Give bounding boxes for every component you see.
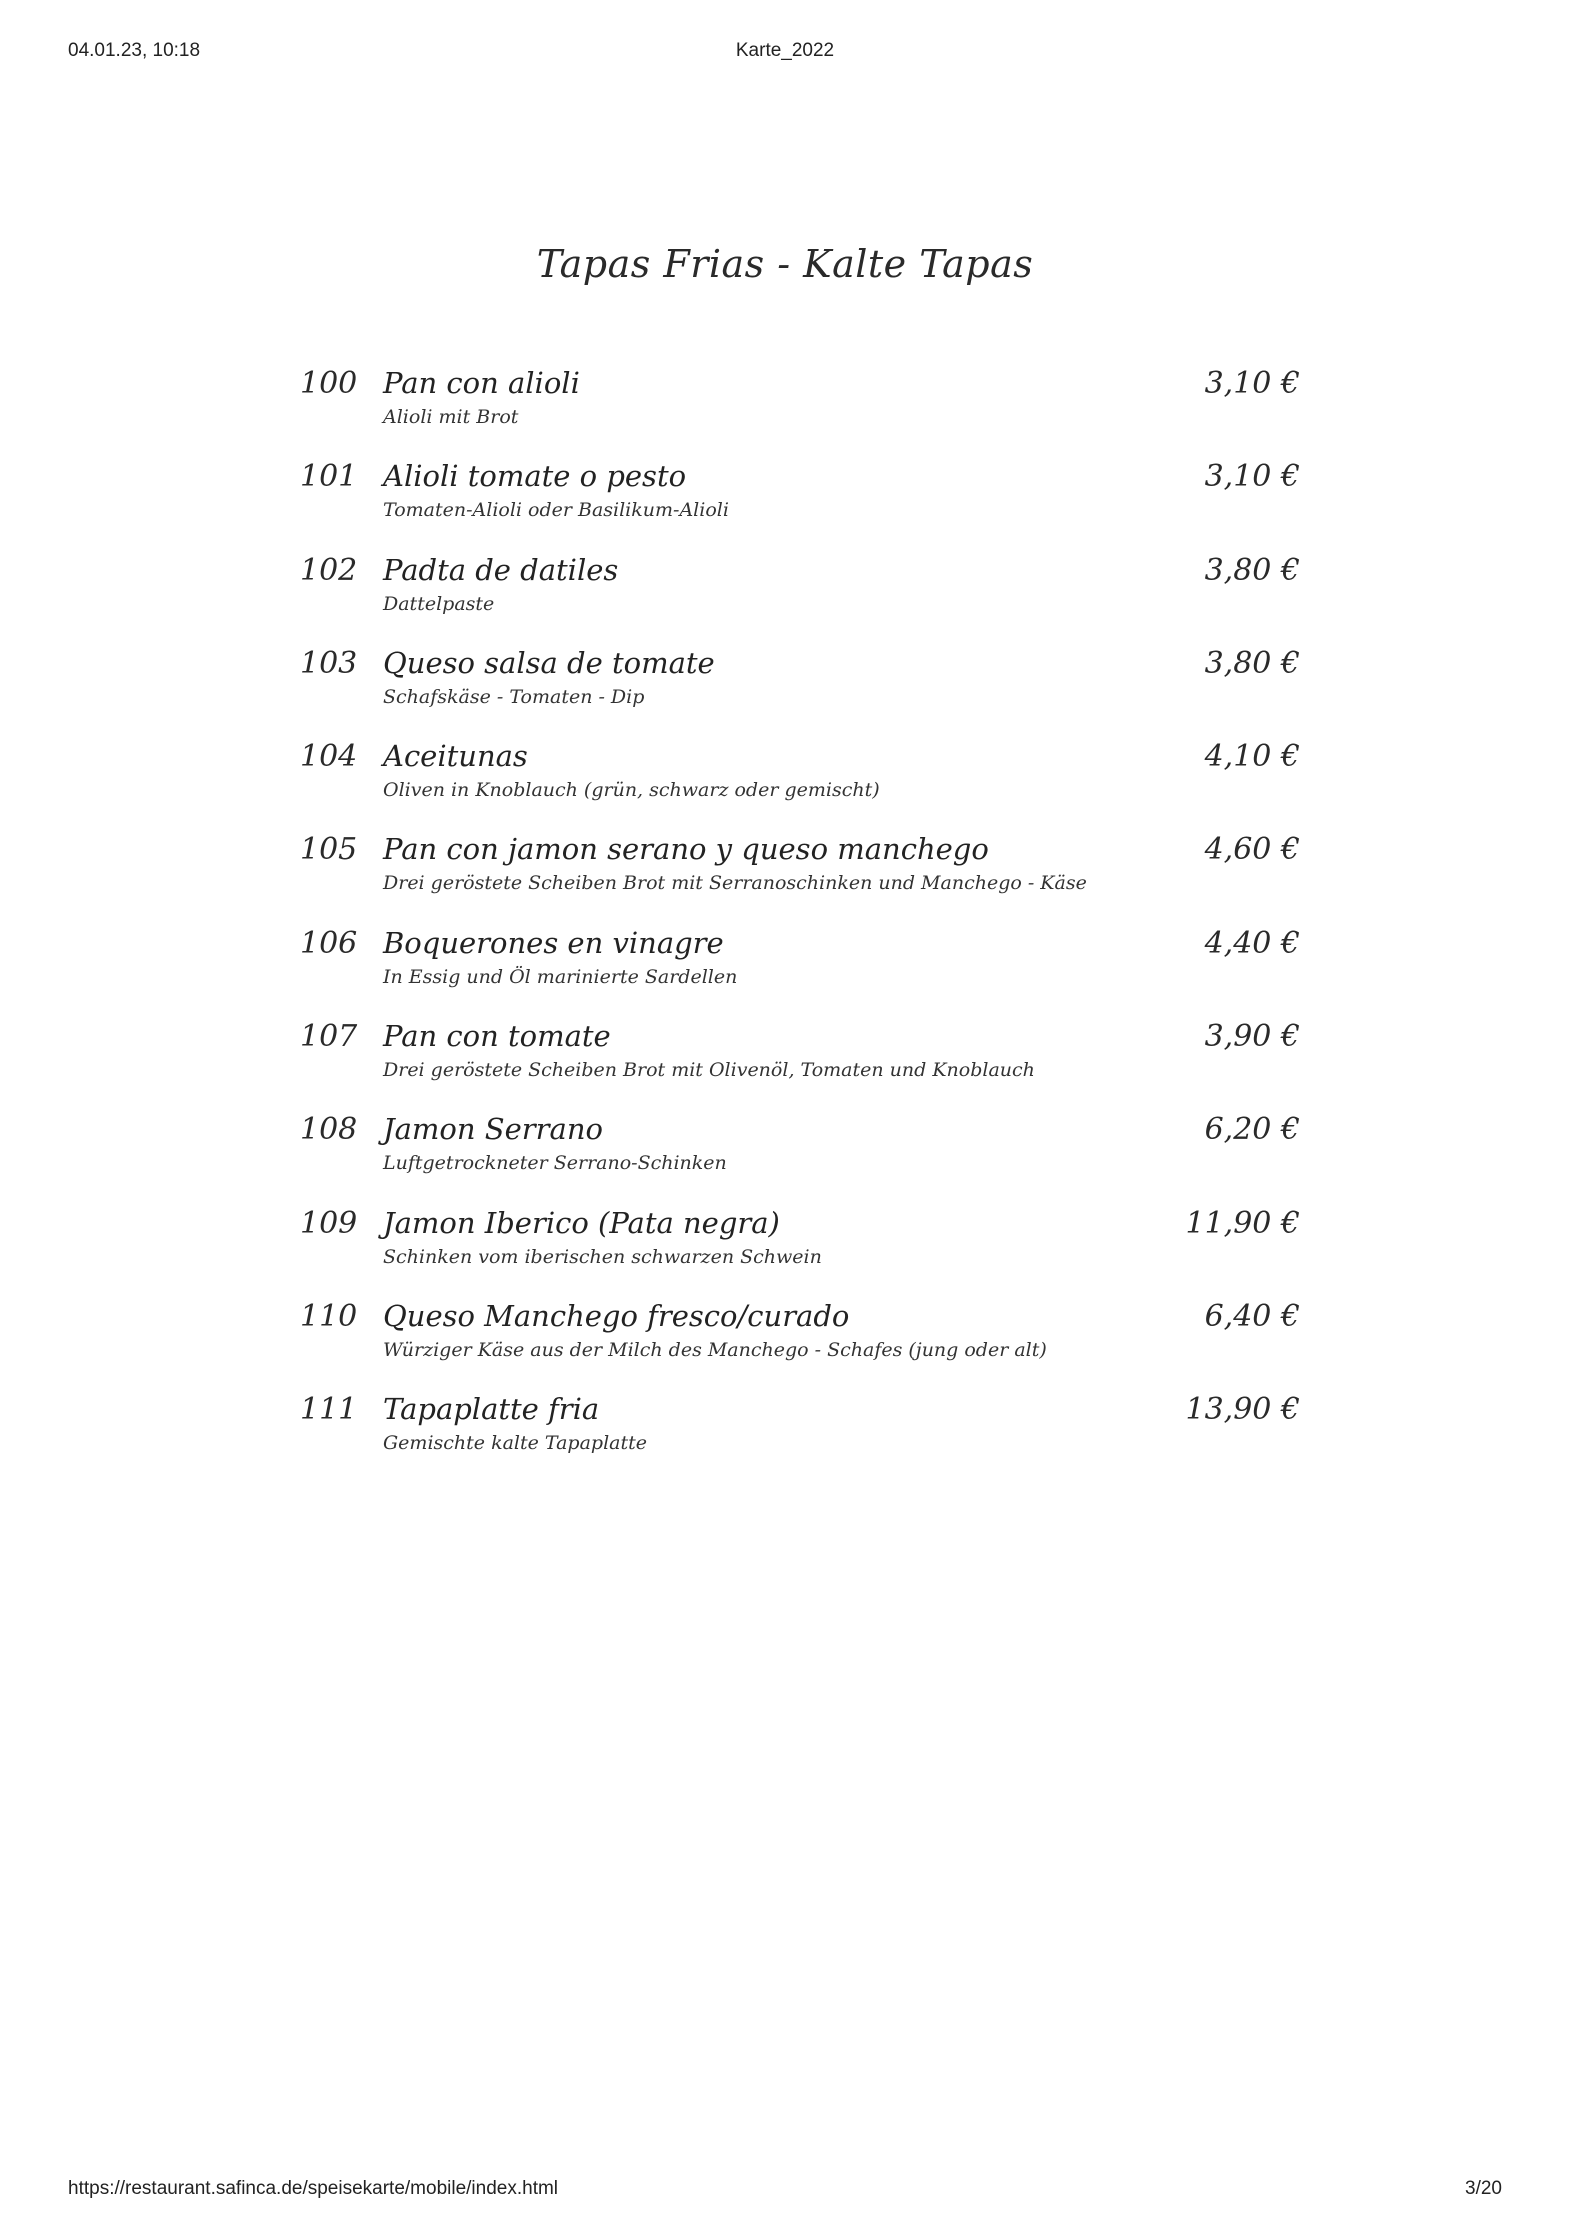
page-number: 3/20 [1465, 2178, 1502, 2199]
item-price: 4,40 € [1204, 925, 1300, 961]
item-number: 111 [300, 1392, 358, 1428]
item-name: Jamon Serrano [383, 1112, 603, 1147]
item-number: 102 [300, 552, 358, 588]
item-number: 106 [300, 925, 358, 961]
item-name: Pan con tomate [383, 1019, 611, 1054]
item-name: Padta de datiles [383, 552, 619, 587]
menu-title: Tapas Frias - Kalte Tapas [536, 242, 1034, 286]
item-number: 103 [300, 645, 358, 681]
print-footer [0, 2178, 1570, 2204]
item-name: Queso salsa de tomate [383, 645, 715, 680]
menu-item [300, 553, 1300, 646]
item-number: 105 [300, 832, 358, 868]
print-doc-title: Karte_2022 [735, 40, 835, 61]
item-name: Alioli tomate o pesto [383, 459, 687, 494]
item-description: Alioli mit Brot [383, 406, 519, 428]
item-name: Tapaplatte fria [383, 1392, 600, 1427]
item-description: Schafskäse - Tomaten - Dip [383, 685, 645, 708]
item-price: 11,90 € [1185, 1205, 1300, 1241]
item-price: 4,10 € [1204, 739, 1300, 775]
item-name: Queso Manchego fresco/curado [383, 1298, 850, 1333]
item-price: 6,20 € [1204, 1112, 1300, 1148]
item-name: Jamon Iberico (Pata negra) [383, 1205, 780, 1240]
print-url: https://restaurant.safinca.de/speisekarte/mobile/index.html [68, 2178, 559, 2199]
item-name: Pan con alioli [383, 366, 580, 400]
item-number: 107 [300, 1019, 358, 1055]
menu-item [300, 1112, 1300, 1205]
menu-item [300, 366, 1300, 459]
item-description: Oliven in Knoblauch (grün, schwarz oder gemischt) [383, 779, 880, 802]
item-description: Gemischte kalte Tapaplatte [383, 1432, 647, 1455]
item-price: 13,90 € [1185, 1392, 1300, 1428]
item-price: 3,80 € [1204, 645, 1300, 681]
print-header [0, 40, 1570, 66]
item-description: Tomaten-Alioli oder Basilikum-Alioli [383, 499, 729, 522]
menu-item [300, 739, 1300, 832]
item-description: Dattelpaste [383, 592, 495, 615]
item-number: 109 [300, 1205, 358, 1241]
menu-item [300, 1019, 1300, 1112]
item-description: Drei geröstete Scheiben Brot mit Olivenöl, Tomaten und Knoblauch [383, 1059, 1035, 1082]
menu-item [300, 832, 1300, 925]
item-description: Drei geröstete Scheiben Brot mit Serranoschinken und Manchego - Käse [383, 872, 1087, 895]
item-price: 3,10 € [1204, 459, 1300, 495]
item-price: 3,10 € [1204, 366, 1300, 401]
menu-item [300, 1206, 1300, 1299]
menu-list [300, 366, 1300, 1486]
menu-item [300, 1392, 1300, 1485]
item-description: Schinken vom iberischen schwarzen Schwein [383, 1245, 822, 1268]
menu-item [300, 646, 1300, 739]
item-price: 6,40 € [1204, 1298, 1300, 1334]
item-name: Pan con jamon serano y queso manchego [383, 832, 989, 867]
item-number: 101 [300, 459, 358, 495]
print-datetime: 04.01.23, 10:18 [68, 40, 201, 61]
item-number: 100 [300, 366, 358, 401]
item-name: Boquerones en vinagre [383, 925, 724, 960]
menu-item [300, 459, 1300, 552]
item-description: Würziger Käse aus der Milch des Manchego - Schafes (jung oder alt) [383, 1338, 1047, 1361]
item-description: In Essig und Öl marinierte Sardellen [383, 965, 738, 988]
item-number: 104 [300, 739, 358, 775]
item-number: 108 [300, 1112, 358, 1148]
item-description: Luftgetrockneter Serrano-Schinken [383, 1152, 727, 1175]
item-name: Aceitunas [383, 739, 528, 774]
item-price: 3,90 € [1204, 1019, 1300, 1055]
menu-item [300, 1299, 1300, 1392]
item-price: 3,80 € [1204, 552, 1300, 588]
menu-item [300, 926, 1300, 1019]
item-price: 4,60 € [1204, 832, 1300, 868]
item-number: 110 [300, 1298, 358, 1334]
